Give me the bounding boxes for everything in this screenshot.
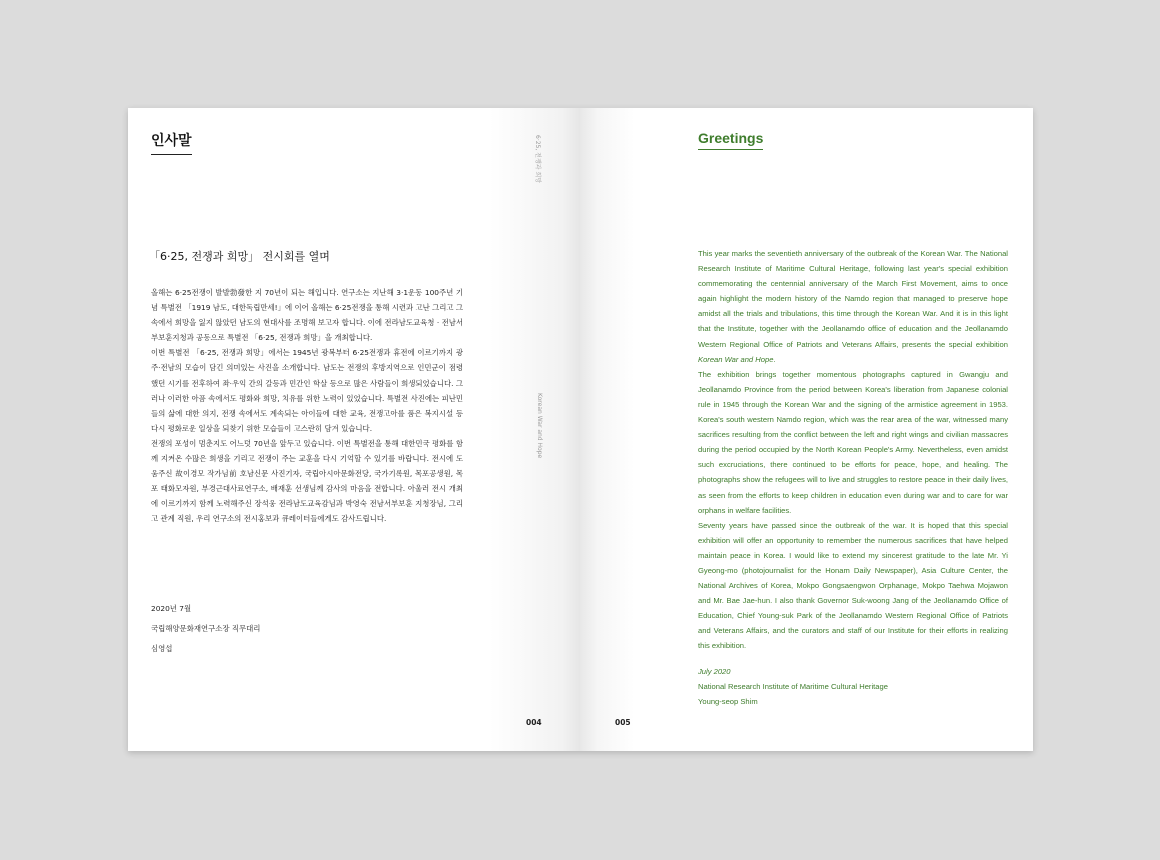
- running-header-korean: 6·25, 전쟁과 희망: [534, 135, 541, 184]
- page-title-korean: 인사말: [151, 130, 192, 155]
- page-title-english: Greetings: [698, 130, 763, 150]
- signature-org: National Research Institute of Maritime Cultural Heritage: [698, 682, 888, 691]
- paragraph: 올해는 6·25전쟁이 발발勃發한 지 70년이 되는 해입니다. 연구소는 지난해 3·1운동 100주년 기념 특별전 「1919 남도, 대한독립만세!」에 이어 올해는 6·25전쟁을 통해 시련과 고난 그리고 그 속에서 희망을 잃지 않았던 남도의 현대사를 조명해 보고자 합니다. 이에 전라남도교육청 · 전남서부보훈지청과 공동으로 특별전 「6·25, 전쟁과 희망」을 개최합니다.: [151, 288, 464, 343]
- paragraph: 이번 특별전 「6·25, 전쟁과 희망」에서는 1945년 광복부터 6·25전쟁과 휴전에 이르기까지 광주·전남의 모습이 담긴 의미있는 사진을 소개합니다. 남도는 전쟁의 후방지역으로 인민군이 점령했던 시기를 전후하여 좌·우익 간의 갈등과 민간인 학살 등으로 많은 사람들이 희생되었습니다. 그러나 이러한 아픔 속에서도 평화와 희망, 치유를 위한 노력이 있었습니다. 특별전 사진에는 피난민들의 삶에 대한 의지, 전쟁 속에서도 계속되는 아이들에 대한 교육, 전쟁고아를 품은 복지시설 등 다시 평화로운 일상을 되찾기 위한 모습들이 고스란히 담겨 있습니다.: [151, 348, 463, 433]
- paragraph: The exhibition brings together momentous photographs captured in Gwangju and Jeollanamdo Province from the period between Korea's liberation from Japanese colonial rule in 1945 through the Korean War and the signing of the armistice agreement in 1953. Korea's south western Namdo region, which was the rear area of the war, witnessed many sacrifices resulting from the conflict between the left and right wings and civilian massacres during the period occupied by the North Korean People's Army. Nevertheless, even amidst such excruciations, there continued to be efforts for peace, hope, and healing. The photographs show the refugees will to live and struggles to restore peace in their daily lives, as seen from the efforts to keep children in education even during war and to care for war orphans in welfare facilities.: [698, 369, 1008, 515]
- page-number-right: 005: [615, 718, 631, 727]
- signature-block-english: [698, 664, 888, 709]
- running-header-english: Korean War and Hope: [536, 393, 543, 459]
- page-number-left: 004: [526, 718, 542, 727]
- left-page: [128, 108, 580, 751]
- paragraph-text: This year marks the seventieth anniversary of the outbreak of the Korean War. The National Research Institute of Maritime Cultural Heritage, following last year's special exhibition commemorating the centennial anniversary of the March First Movement, aims to once again highlight the modern history of the Namdo region that managed to preserve hope amidst all the trials and tribulations, this time through the Korean War. And it is in this light that the Institute, together with the Jeollanamdo office of education and the Jeollanamdo Western Regional Office of Patriots and Veterans Affairs, presents the special exhibition: [698, 249, 1008, 349]
- open-book-spread: [128, 108, 1033, 751]
- paragraph-text: .: [773, 354, 776, 364]
- signature-name: 심영섭: [151, 644, 173, 653]
- section-subheading: 「6·25, 전쟁과 희망」 전시회를 열며: [149, 250, 330, 263]
- signature-date: 2020년 7월: [151, 604, 192, 613]
- right-page: [580, 108, 1033, 751]
- paragraph: [698, 246, 1008, 367]
- korean-body-text: [151, 285, 463, 527]
- paragraph: 전쟁의 포성이 멈춘지도 어느덧 70년을 앞두고 있습니다. 이번 특별전을 통해 대한민국 평화를 함께 지켜온 수많은 희생을 기리고 전쟁이 주는 교훈을 다시 기억할 수 있기를 바랍니다. 전시에 도움주신 故이경모 작가님前 호남신문 사진기자, 국립아시아문화전당, 국가기록원, 목포공생원, 목포 태화모자원, 부경근대사료연구소, 배재훈 선생님께 감사의 마음을 전합니다. 아울러 전시 개최에 이르기까지 함께 노력해주신 장석웅 전라남도교육감님과 박영숙 전남서부보훈 지청장님, 그리고 관계 직원, 우리 연구소의 전시홍보과 큐레이터들에게도 감사드립니다.: [151, 438, 463, 524]
- signature-block-korean: [151, 599, 260, 659]
- signature-date: July 2020: [698, 667, 731, 676]
- paragraph: Seventy years have passed since the outbreak of the war. It is hoped that this special exhibition will offer an opportunity to remember the numerous sacrifices that have helped maintain peace in Korea. I would like to extend my sincerest gratitude to the late Mr. Yi Gyeong-mo (photojournalist for the Honam Daily Newspaper), Asia Culture Center, the National Archives of Korea, Mokpo Gongsaengwon Orphanage, Mokpo Taehwa Mojawon and Mr. Bae Jae-hun. I also thank Governor Suk-woong Jang of the Jeollanamdo Office of Education, Chief Young-suk Park of the Jeollanamdo Western Regional Office of Patriots and Veterans Affairs, and the curators and staff of our Institute for their efforts in realizing this exhibition.: [698, 520, 1008, 651]
- english-body-text: [698, 246, 1008, 654]
- exhibition-title-italic: Korean War and Hope: [698, 354, 774, 364]
- signature-name: Young-seop Shim: [698, 697, 758, 706]
- signature-org: 국립해양문화재연구소장 직무대리: [151, 624, 261, 633]
